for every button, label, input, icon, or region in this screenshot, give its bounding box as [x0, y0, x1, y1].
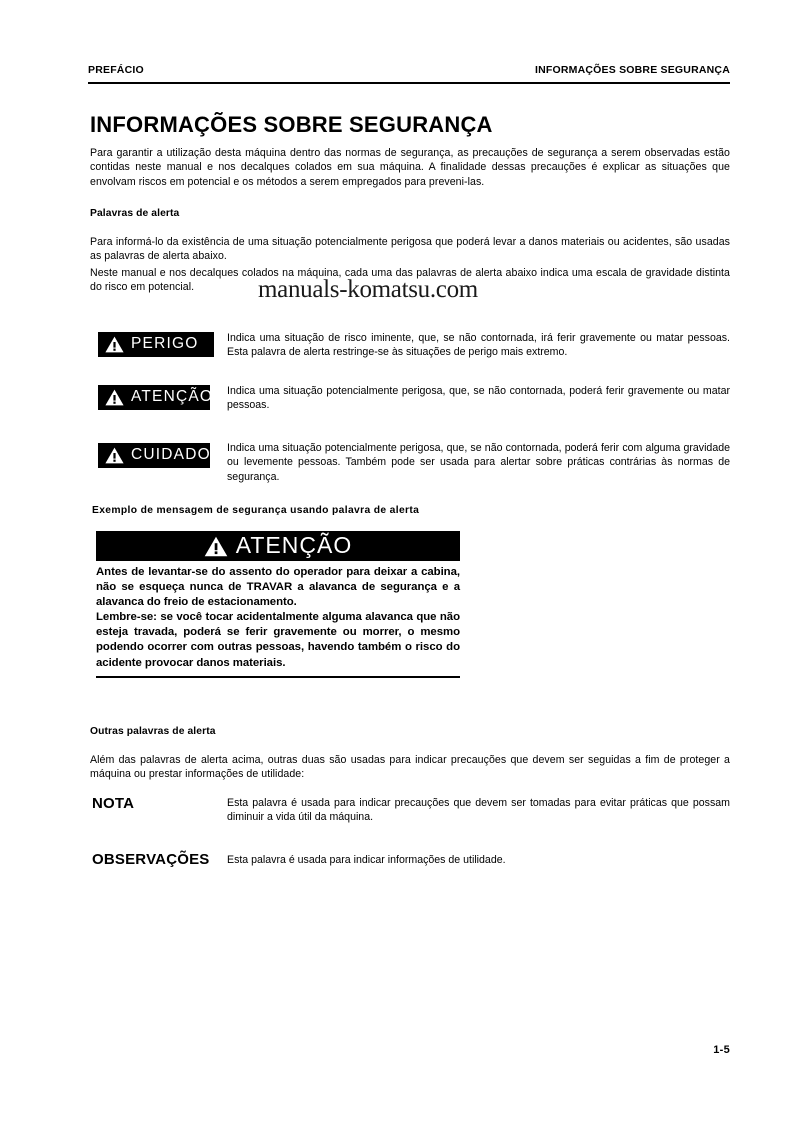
section-heading-palavras-de-alerta: Palavras de alerta	[90, 208, 180, 219]
example-body-line-1: Antes de levantar-se do assento do operador para deixar a cabina, não se esqueça nunca de TRAVAR a alavanca de segurança e a alavanca do freio de estacionamento.	[96, 566, 460, 609]
example-body	[96, 561, 460, 671]
palavras-paragraph-1: Para informá-lo da existência de uma situação potencialmente perigosa que poderá levar a danos materiais ou acidentes, são usadas as palavras de alerta abaixo.	[90, 236, 730, 263]
example-bottom-rule	[96, 676, 460, 678]
outras-palavras-paragraph: Além das palavras de alerta acima, outras duas são usadas para indicar precauções que devem ser seguidas a fim de proteger a máquina ou prestar informações de utilidade:	[90, 754, 730, 781]
keyword-term-observacoes: OBSERVAÇÕES	[92, 851, 210, 868]
intro-paragraph: Para garantir a utilização desta máquina dentro das normas de segurança, as precauções de segurança a serem observadas estão contidas neste manual e nos decalques colados em sua máquina. A finalidade dessas precauções é explicar as situações que envolvam riscos em potencial e os métodos a serem empregados para preveni-las.	[90, 147, 730, 188]
signal-word-label: CUIDADO	[131, 446, 211, 464]
example-alert-box	[96, 531, 460, 678]
signal-word-label: ATENÇÃO	[131, 388, 214, 406]
watermark: manuals-komatsu.com	[258, 276, 478, 303]
section-heading-outras-palavras: Outras palavras de alerta	[90, 726, 216, 737]
signal-box-perigo	[98, 332, 214, 357]
keyword-term-nota: NOTA	[92, 795, 135, 812]
warning-triangle-icon	[105, 389, 124, 406]
warning-triangle-icon	[204, 536, 228, 557]
warning-triangle-icon	[105, 447, 124, 464]
running-head	[88, 64, 730, 76]
palavras-paragraph-2: Neste manual e nos decalques colados na máquina, cada uma das palavras de alerta abaixo indica uma escala de gravidade distinta do risco em potencial.	[90, 267, 730, 294]
signal-description-cuidado: Indica uma situação potencialmente perigosa, que, se não contornada, poderá ferir com alguma gravidade ou levemente pessoas. Também pode ser usada para alertar sobre práticas contrárias às normas de segurança.	[227, 442, 730, 483]
warning-triangle-icon	[105, 336, 124, 353]
signal-description-perigo: Indica uma situação de risco iminente, que, se não contornada, irá ferir gravemente ou matar pessoas. Esta palavra de alerta restringe-se às situações de perigo mais extremo.	[227, 332, 730, 359]
signal-box-atencao	[98, 385, 214, 410]
signal-description-atencao: Indica uma situação potencialmente perigosa, que, se não contornada, poderá ferir gravemente ou matar pessoas.	[227, 385, 730, 412]
running-head-right: INFORMAÇÕES SOBRE SEGURANÇA	[535, 64, 730, 76]
example-caption: Exemplo de mensagem de segurança usando palavra de alerta	[92, 505, 420, 516]
example-body-line-2: Lembre-se: se você tocar acidentalmente alguma alavanca que não esteja travada, poderá se ferir gravemente ou morrer, o mesmo podendo ocorrer com outras pessoas, havendo também o risco do acidente provocar danos materiais.	[96, 611, 460, 669]
example-alert-header	[96, 531, 460, 561]
keyword-description-nota: Esta palavra é usada para indicar precauções que devem ser tomadas para evitar práticas que possam diminuir a vida útil da máquina.	[227, 797, 730, 824]
signal-word-label: PERIGO	[131, 335, 199, 353]
page-title: INFORMAÇÕES SOBRE SEGURANÇA	[90, 112, 493, 137]
page-number: 1-5	[713, 1044, 730, 1056]
signal-box-cuidado	[98, 443, 210, 468]
running-head-rule	[88, 82, 730, 84]
running-head-left: PREFÁCIO	[88, 64, 144, 76]
keyword-description-observacoes: Esta palavra é usada para indicar informações de utilidade.	[227, 854, 506, 866]
example-signal-word: ATENÇÃO	[235, 531, 353, 558]
